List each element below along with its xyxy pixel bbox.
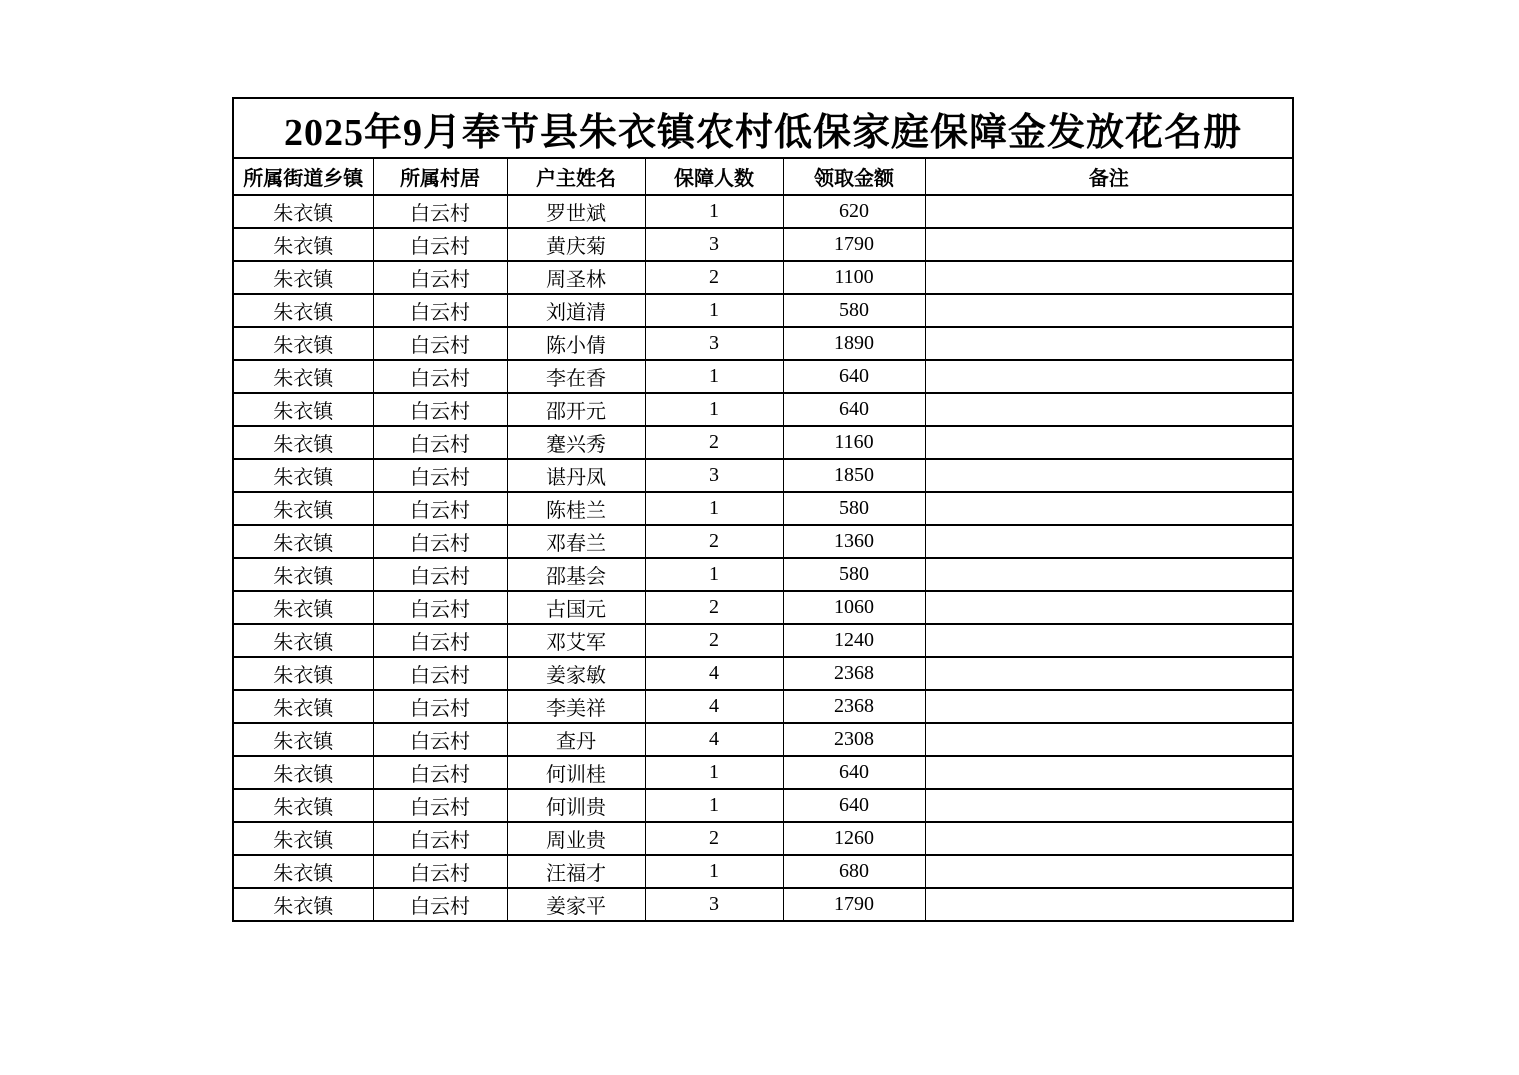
cell-covered-persons: 1 — [645, 393, 783, 426]
cell-remarks — [925, 525, 1293, 558]
table-row — [233, 426, 1293, 459]
cell-covered-persons: 1 — [645, 195, 783, 228]
table-row — [233, 228, 1293, 261]
cell-amount-received: 640 — [783, 360, 925, 393]
cell-street-town: 朱衣镇 — [233, 789, 373, 822]
table-row — [233, 624, 1293, 657]
table-row — [233, 855, 1293, 888]
cell-remarks — [925, 888, 1293, 921]
cell-remarks — [925, 426, 1293, 459]
cell-street-town: 朱衣镇 — [233, 690, 373, 723]
cell-remarks — [925, 657, 1293, 690]
cell-remarks — [925, 195, 1293, 228]
cell-amount-received: 1100 — [783, 261, 925, 294]
cell-remarks — [925, 624, 1293, 657]
cell-remarks — [925, 723, 1293, 756]
cell-village: 白云村 — [373, 393, 507, 426]
cell-householder-name: 姜家敏 — [507, 657, 645, 690]
cell-village: 白云村 — [373, 492, 507, 525]
cell-street-town: 朱衣镇 — [233, 558, 373, 591]
table-row — [233, 723, 1293, 756]
cell-remarks — [925, 690, 1293, 723]
cell-covered-persons: 1 — [645, 789, 783, 822]
cell-amount-received: 680 — [783, 855, 925, 888]
cell-street-town: 朱衣镇 — [233, 360, 373, 393]
cell-covered-persons: 1 — [645, 756, 783, 789]
cell-householder-name: 蹇兴秀 — [507, 426, 645, 459]
cell-covered-persons: 2 — [645, 261, 783, 294]
cell-householder-name: 周圣林 — [507, 261, 645, 294]
title-row — [233, 98, 1293, 158]
cell-amount-received: 1890 — [783, 327, 925, 360]
cell-street-town: 朱衣镇 — [233, 261, 373, 294]
cell-street-town: 朱衣镇 — [233, 393, 373, 426]
cell-covered-persons: 2 — [645, 525, 783, 558]
cell-amount-received: 640 — [783, 756, 925, 789]
cell-street-town: 朱衣镇 — [233, 591, 373, 624]
cell-street-town: 朱衣镇 — [233, 822, 373, 855]
cell-covered-persons: 4 — [645, 690, 783, 723]
cell-covered-persons: 4 — [645, 723, 783, 756]
cell-village: 白云村 — [373, 327, 507, 360]
table-row — [233, 294, 1293, 327]
cell-amount-received: 640 — [783, 789, 925, 822]
column-header-amount-received: 领取金额 — [783, 158, 925, 195]
cell-covered-persons: 2 — [645, 822, 783, 855]
cell-village: 白云村 — [373, 756, 507, 789]
cell-village: 白云村 — [373, 591, 507, 624]
cell-street-town: 朱衣镇 — [233, 888, 373, 921]
cell-covered-persons: 1 — [645, 294, 783, 327]
table-row — [233, 591, 1293, 624]
table-row — [233, 195, 1293, 228]
cell-village: 白云村 — [373, 558, 507, 591]
table-row — [233, 558, 1293, 591]
cell-village: 白云村 — [373, 228, 507, 261]
table-row — [233, 756, 1293, 789]
cell-householder-name: 李在香 — [507, 360, 645, 393]
cell-street-town: 朱衣镇 — [233, 723, 373, 756]
column-header-village: 所属村居 — [373, 158, 507, 195]
cell-village: 白云村 — [373, 294, 507, 327]
table-row — [233, 261, 1293, 294]
cell-householder-name: 查丹 — [507, 723, 645, 756]
cell-village: 白云村 — [373, 360, 507, 393]
cell-amount-received: 1240 — [783, 624, 925, 657]
cell-covered-persons: 1 — [645, 492, 783, 525]
cell-amount-received: 2368 — [783, 690, 925, 723]
cell-householder-name: 陈小倩 — [507, 327, 645, 360]
cell-village: 白云村 — [373, 459, 507, 492]
cell-householder-name: 邓春兰 — [507, 525, 645, 558]
cell-amount-received: 1260 — [783, 822, 925, 855]
cell-remarks — [925, 855, 1293, 888]
cell-village: 白云村 — [373, 855, 507, 888]
cell-householder-name: 李美祥 — [507, 690, 645, 723]
cell-covered-persons: 3 — [645, 459, 783, 492]
cell-householder-name: 黄庆菊 — [507, 228, 645, 261]
cell-remarks — [925, 459, 1293, 492]
cell-village: 白云村 — [373, 195, 507, 228]
cell-remarks — [925, 492, 1293, 525]
cell-village: 白云村 — [373, 657, 507, 690]
cell-remarks — [925, 327, 1293, 360]
table-row — [233, 657, 1293, 690]
table-row — [233, 888, 1293, 921]
cell-covered-persons: 3 — [645, 888, 783, 921]
cell-village: 白云村 — [373, 426, 507, 459]
cell-remarks — [925, 294, 1293, 327]
cell-amount-received: 1360 — [783, 525, 925, 558]
cell-village: 白云村 — [373, 690, 507, 723]
cell-remarks — [925, 789, 1293, 822]
table-row — [233, 492, 1293, 525]
cell-street-town: 朱衣镇 — [233, 855, 373, 888]
cell-covered-persons: 2 — [645, 624, 783, 657]
cell-covered-persons: 1 — [645, 558, 783, 591]
cell-street-town: 朱衣镇 — [233, 195, 373, 228]
cell-amount-received: 2368 — [783, 657, 925, 690]
cell-covered-persons: 4 — [645, 657, 783, 690]
cell-amount-received: 1160 — [783, 426, 925, 459]
column-header-remarks: 备注 — [925, 158, 1293, 195]
cell-village: 白云村 — [373, 624, 507, 657]
cell-village: 白云村 — [373, 888, 507, 921]
cell-householder-name: 古国元 — [507, 591, 645, 624]
cell-covered-persons: 3 — [645, 327, 783, 360]
cell-street-town: 朱衣镇 — [233, 525, 373, 558]
table-row — [233, 789, 1293, 822]
table-row — [233, 525, 1293, 558]
cell-amount-received: 640 — [783, 393, 925, 426]
cell-covered-persons: 1 — [645, 360, 783, 393]
cell-village: 白云村 — [373, 525, 507, 558]
cell-remarks — [925, 228, 1293, 261]
table-row — [233, 459, 1293, 492]
cell-street-town: 朱衣镇 — [233, 624, 373, 657]
column-header-street-town: 所属街道乡镇 — [233, 158, 373, 195]
cell-amount-received: 580 — [783, 492, 925, 525]
cell-householder-name: 刘道清 — [507, 294, 645, 327]
cell-householder-name: 谌丹凤 — [507, 459, 645, 492]
cell-amount-received: 1060 — [783, 591, 925, 624]
column-header-covered-persons: 保障人数 — [645, 158, 783, 195]
cell-covered-persons: 3 — [645, 228, 783, 261]
cell-amount-received: 1790 — [783, 888, 925, 921]
cell-village: 白云村 — [373, 723, 507, 756]
cell-householder-name: 何训桂 — [507, 756, 645, 789]
cell-street-town: 朱衣镇 — [233, 492, 373, 525]
cell-covered-persons: 1 — [645, 855, 783, 888]
table-row — [233, 393, 1293, 426]
cell-street-town: 朱衣镇 — [233, 756, 373, 789]
cell-householder-name: 汪福才 — [507, 855, 645, 888]
cell-remarks — [925, 756, 1293, 789]
page-title: 2025年9月奉节县朱衣镇农村低保家庭保障金发放花名册 — [233, 98, 1293, 158]
cell-amount-received: 620 — [783, 195, 925, 228]
cell-remarks — [925, 558, 1293, 591]
cell-village: 白云村 — [373, 261, 507, 294]
cell-village: 白云村 — [373, 822, 507, 855]
cell-street-town: 朱衣镇 — [233, 657, 373, 690]
cell-amount-received: 580 — [783, 294, 925, 327]
table-row — [233, 822, 1293, 855]
cell-householder-name: 邵基会 — [507, 558, 645, 591]
table-row — [233, 327, 1293, 360]
column-header-householder-name: 户主姓名 — [507, 158, 645, 195]
roster-table — [232, 97, 1294, 922]
cell-amount-received: 1850 — [783, 459, 925, 492]
cell-remarks — [925, 393, 1293, 426]
cell-street-town: 朱衣镇 — [233, 459, 373, 492]
cell-amount-received: 580 — [783, 558, 925, 591]
cell-street-town: 朱衣镇 — [233, 294, 373, 327]
cell-householder-name: 姜家平 — [507, 888, 645, 921]
cell-amount-received: 1790 — [783, 228, 925, 261]
cell-householder-name: 邵开元 — [507, 393, 645, 426]
cell-householder-name: 周业贵 — [507, 822, 645, 855]
cell-village: 白云村 — [373, 789, 507, 822]
table-row — [233, 360, 1293, 393]
cell-street-town: 朱衣镇 — [233, 327, 373, 360]
cell-remarks — [925, 822, 1293, 855]
cell-street-town: 朱衣镇 — [233, 426, 373, 459]
cell-street-town: 朱衣镇 — [233, 228, 373, 261]
cell-amount-received: 2308 — [783, 723, 925, 756]
roster-sheet — [232, 97, 1292, 922]
cell-householder-name: 陈桂兰 — [507, 492, 645, 525]
cell-remarks — [925, 591, 1293, 624]
cell-remarks — [925, 261, 1293, 294]
cell-covered-persons: 2 — [645, 426, 783, 459]
header-row — [233, 158, 1293, 195]
table-row — [233, 690, 1293, 723]
cell-householder-name: 何训贵 — [507, 789, 645, 822]
cell-remarks — [925, 360, 1293, 393]
cell-covered-persons: 2 — [645, 591, 783, 624]
cell-householder-name: 罗世斌 — [507, 195, 645, 228]
cell-householder-name: 邓艾军 — [507, 624, 645, 657]
